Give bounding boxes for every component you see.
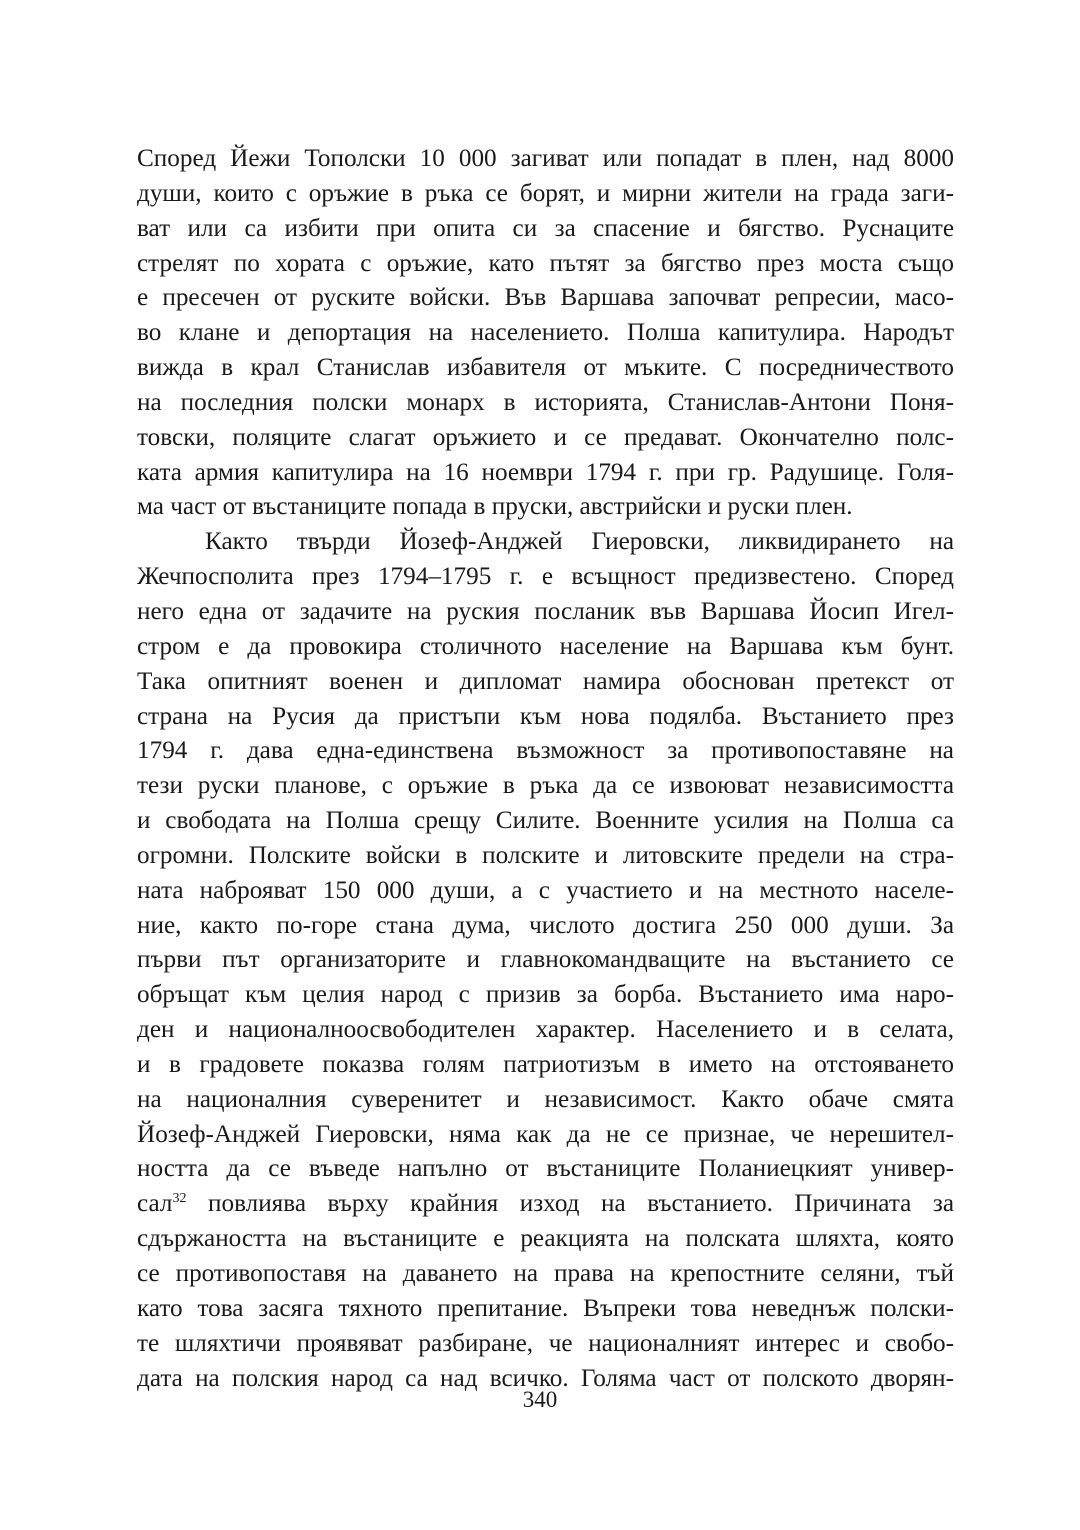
text-line: души, които с оръжие в ръка се борят, и мирни жители на града заги- (137, 179, 954, 207)
footnote-line-end: повлиява върху крайния изход на въстанието. Причината за (186, 1190, 954, 1218)
text-line: страна на Русия да пристъпи към нова подялба. Въстанието през (137, 702, 954, 730)
footnote-reference[interactable]: 32 (172, 1191, 187, 1207)
text-line: ността да се въведе напълно от въстаниците Поланиецкият универ- (137, 1155, 954, 1183)
text-line: ден и националноосвободителен характер. Населението и в селата, (137, 1016, 954, 1044)
text-line: стром е да провокира столичното население на Варшава към бунт. (137, 632, 954, 660)
text-line: Според Йежи Тополски 10 000 загиват или попадат в плен, над 8000 (137, 145, 954, 172)
text-line: и в градовете показва голям патриотизъм в името на отстояването (137, 1050, 954, 1078)
text-line: Йозеф-Анджей Гиеровски, няма как да не се признае, че нерешител- (137, 1120, 954, 1148)
page-number: 340 (522, 1387, 558, 1412)
text-line: ват или са избити при опита си за спасение и бягство. Руснаците (137, 214, 954, 242)
text-line: 1794 г. дава една-единствена възможност за противопоставяне на (137, 737, 954, 765)
text-line: вижда в крал Станислав избавителя от мъките. С посредничеството (137, 354, 954, 382)
paragraph-2 (137, 525, 954, 1396)
text-line: на националния суверенитет и независимост. Както обаче смята (137, 1085, 954, 1113)
text-line: на последния полски монарх в историята, Станислав-Антони Поня- (137, 388, 954, 416)
text-line: първи път организаторите и главнокомандващите на въстанието се (137, 946, 954, 974)
footnote-line-start: сал (137, 1190, 173, 1218)
text-line: те шляхтичи проявяват разбиране, че националният интерес и свобо- (137, 1329, 954, 1357)
text-line: като това засяга тяхното препитание. Въпреки това неведнъж полски- (137, 1294, 954, 1322)
paragraph-1 (137, 142, 954, 525)
text-line: се противопоставя на даването на права на крепостните селяни, тъй (137, 1260, 954, 1287)
body-text (137, 142, 954, 1396)
text-line: обръщат към целия народ с призив за борба. Въстанието има наро- (137, 981, 954, 1009)
text-line: ната наброяват 150 000 души, а с участието и на местното населе- (137, 876, 954, 904)
text-line: сдържаността на въстаниците е реакцията на полската шляхта, която (137, 1225, 954, 1253)
text-line: дата на полския народ са над всичко. Голяма част от полското дворян- (137, 1364, 954, 1392)
text-line: стрелят по хората с оръжие, като пътят за бягство през моста също (137, 249, 954, 277)
text-line: товски, поляците слагат оръжието и се предават. Окончателно полс- (137, 423, 954, 451)
text-line: и свободата на Полша срещу Силите. Военните усилия на Полша са (137, 807, 954, 835)
text-line: тези руски планове, с оръжие в ръка да се извоюват независимостта (137, 772, 954, 800)
text-line-with-footnote (137, 1187, 954, 1222)
text-line: ката армия капитулира на 16 ноември 1794 г. при гр. Радушице. Голя- (137, 458, 954, 486)
text-line: него една от задачите на руския посланик във Варшава Йосип Игел- (137, 597, 954, 625)
text-line: Така опитният военен и дипломат намира обоснован претекст от (137, 667, 954, 695)
text-line: Както твърди Йозеф-Анджей Гиеровски, ликвидирането на (205, 528, 954, 556)
text-line: во клане и депортация на населението. Полша капитулира. Народът (137, 319, 954, 347)
text-line: ма част от въстаниците попада в пруски, австрийски и руски плен. (137, 493, 853, 521)
text-line: огромни. Полските войски в полските и литовските предели на стра- (137, 841, 954, 869)
text-line: ние, както по-горе стана дума, числото достига 250 000 души. За (137, 911, 954, 939)
text-line: е пресечен от руските войски. Във Варшава започват репресии, масо- (137, 284, 954, 312)
text-line: Жечпосполита през 1794–1795 г. е всъщност предизвестено. Според (137, 563, 954, 591)
